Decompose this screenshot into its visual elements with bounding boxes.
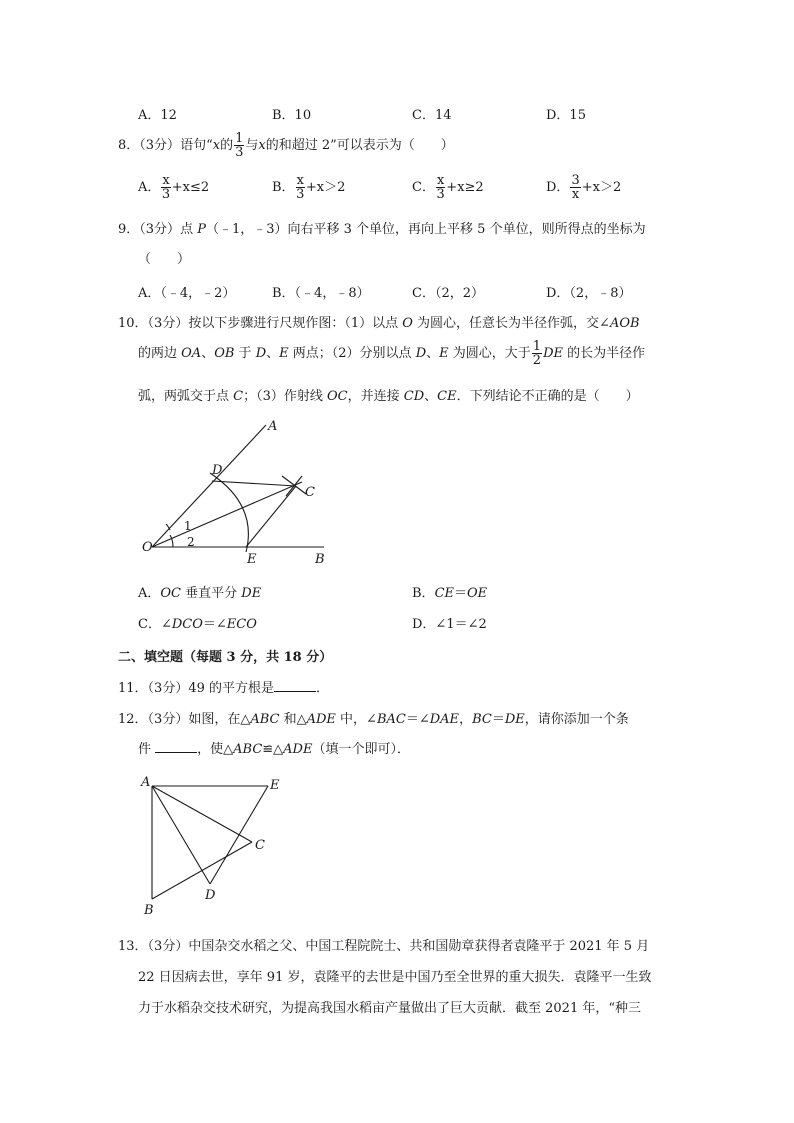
q12-var-ade2: ADE — [283, 742, 313, 757]
q8-option-b-letter: B． — [272, 180, 295, 195]
arc-de — [210, 473, 248, 552]
q10-option-c — [138, 613, 257, 632]
q13-stem-line2: 22 日因病去世，享年 91 岁，袁隆平的去世是中国乃至全世界的重大损失．袁隆平一生致 — [138, 970, 652, 985]
q13-text-1: 中国杂交水稻之父、中国工程院院士、共和国勋章获得者袁隆平于 2021 年 5 月 — [188, 939, 650, 954]
q10-text-3a: 弧，两弧交于点 — [138, 389, 234, 404]
q8-option-c-rest: +x≥2 — [446, 180, 484, 195]
segment-dc — [212, 481, 296, 486]
q13-score: （3分） — [147, 939, 189, 954]
q12-text-2d: （填一个即可）． — [312, 742, 410, 757]
q10-var-c: C — [233, 389, 244, 404]
q13-number: 13． — [118, 939, 148, 954]
q10-text-2e: 两点；（2）分别以点 — [288, 346, 416, 361]
q10-text-3c: ，并连接 — [347, 389, 404, 404]
q8-text-b: 的 — [220, 138, 234, 153]
q8-option-b-fraction — [296, 174, 305, 201]
q12-text-1g: ，请你添加一个条 — [524, 712, 629, 727]
q8-fraction — [234, 132, 244, 159]
q12-stem-line2 — [138, 738, 410, 757]
label-d: D — [205, 888, 216, 903]
q12-text-2c: ≌△ — [262, 742, 284, 757]
q12-var-abc2: ABC — [233, 742, 263, 757]
q9-stem-line2: （ ） — [138, 252, 191, 267]
q8-option-c-letter: C． — [412, 180, 435, 195]
q10-var-d: D — [255, 346, 267, 361]
q12-triangles-figure — [135, 772, 290, 918]
q8-number: 8． — [118, 138, 140, 153]
q11-text: 49 的平方根是 — [188, 681, 275, 696]
q11-score: （3分） — [147, 681, 189, 696]
q8-option-a-fraction — [161, 174, 170, 201]
q12-text-1d: ＝∠ — [405, 712, 430, 727]
q10-option-b — [412, 582, 487, 601]
q10-option-d: D．∠1＝∠2 — [412, 617, 487, 632]
q10-text-3b: ；（3）作射线 — [243, 389, 327, 404]
q11-answer-blank[interactable] — [274, 679, 316, 692]
q7-option-a: A．12 — [138, 108, 177, 123]
q10-option-b-text: ＝ — [454, 586, 468, 601]
label-e: E — [247, 552, 257, 567]
q10-text-2a: 的两边 — [138, 346, 182, 361]
q9-stem-line1 — [118, 218, 646, 237]
segment-ed — [210, 786, 268, 884]
q10-option-c-angle: ∠ — [160, 617, 172, 632]
q9-option-c: C．（2，2） — [412, 286, 484, 301]
q10-angle-bisector-figure — [130, 410, 350, 575]
q8-option-c — [412, 174, 484, 201]
q12-text-1e: ， — [459, 712, 473, 727]
q10-option-b-v1: CE — [434, 586, 454, 601]
q10-score: （3分） — [147, 316, 189, 331]
angle-arc-2 — [170, 535, 173, 547]
q12-text-1a: 如图，在△ — [188, 712, 251, 727]
q8-option-a-num: x — [162, 173, 170, 188]
q12-var-ade: ADE — [306, 712, 336, 727]
q9-text-a: 点 — [180, 222, 198, 237]
label-b: B — [144, 903, 154, 918]
q10-stem-line3 — [138, 385, 639, 404]
q9-number: 9． — [118, 222, 140, 237]
q8-option-b-num: x — [296, 173, 304, 188]
q12-var-dae: DAE — [429, 712, 460, 727]
q8-text-d: 的和超过 2”可以表示为（ ） — [265, 138, 454, 153]
q10-text-2d: 、 — [266, 346, 280, 361]
q10-text-2b: 、 — [201, 346, 215, 361]
q8-option-d-fraction — [570, 174, 580, 201]
q7-option-c: C．14 — [412, 108, 452, 123]
q10-number: 10． — [118, 316, 148, 331]
label-angle-1: 1 — [184, 519, 192, 533]
q9-score: （3分） — [139, 222, 181, 237]
q10-text-1b: 为圆心，任意长为半径作弧，交∠ — [412, 316, 610, 331]
q12-text-2b: ，使△ — [197, 742, 234, 757]
q9-var-p: P — [197, 222, 206, 237]
q8-var-x1: x — [212, 138, 221, 153]
q8-option-a — [138, 174, 209, 201]
q10-text-2f: 、 — [426, 346, 440, 361]
q9-text-b: （﹣1，﹣3）向右平移 3 个单位，再向上平移 5 个单位，则所得点的坐标为 — [205, 222, 646, 237]
label-c: C — [255, 838, 265, 853]
label-b: B — [315, 552, 325, 567]
segment-ad — [152, 786, 210, 884]
q10-half-fraction — [532, 340, 542, 367]
q10-half-num: 1 — [532, 339, 542, 354]
q8-option-b-den: 3 — [296, 187, 305, 202]
q8-var-x2: x — [258, 138, 266, 153]
label-a: A — [268, 419, 278, 434]
q12-text-1c: 中，∠ — [335, 712, 377, 727]
q10-var-oc: OC — [327, 389, 348, 404]
q10-option-a-v2: DE — [241, 586, 262, 601]
q10-text-2c: 于 — [234, 346, 256, 361]
q8-option-d — [546, 174, 621, 201]
q8-stem — [118, 132, 454, 159]
q11-number: 11． — [118, 681, 148, 696]
q10-text-2h: 的长为半径作 — [562, 346, 646, 361]
q10-option-a-text: 垂直平分 — [181, 586, 242, 601]
q11-end: ． — [316, 681, 330, 696]
q12-text-1f: ＝ — [491, 712, 505, 727]
q12-score: （3分） — [147, 712, 189, 727]
q8-text-a: 语句“ — [180, 138, 213, 153]
label-d: D — [212, 463, 223, 478]
label-e: E — [270, 778, 280, 793]
q8-option-b-rest: +x＞2 — [305, 180, 346, 195]
q12-stem-line1 — [118, 708, 629, 727]
segment-bc — [152, 842, 252, 899]
q10-text-2g: 为圆心，大于 — [448, 346, 531, 361]
q8-option-c-num: x — [436, 173, 445, 188]
q12-answer-blank[interactable] — [155, 740, 197, 753]
q12-var-bc: BC — [472, 712, 492, 727]
label-angle-2: 2 — [187, 535, 195, 549]
q10-option-c-letter: C． — [138, 617, 161, 632]
q10-option-b-letter: B． — [412, 586, 435, 601]
q8-score: （3分） — [139, 138, 181, 153]
q8-option-d-num: 3 — [571, 173, 580, 188]
q8-text-c: 与 — [245, 138, 259, 153]
q10-stem-line1 — [118, 312, 640, 331]
q10-option-a-v1: OC — [160, 586, 181, 601]
q8-fraction-num: 1 — [235, 131, 244, 146]
q10-option-c-v2: ECO — [226, 617, 257, 632]
q8-option-c-den: 3 — [436, 187, 445, 202]
q10-option-a — [138, 582, 261, 601]
segment-ac — [152, 786, 252, 842]
q10-option-c-v1: DCO — [171, 617, 203, 632]
q8-option-d-rest: +x＞2 — [581, 180, 622, 195]
q9-option-b: B．（﹣4，﹣8） — [272, 286, 370, 301]
q7-option-d: D．15 — [546, 108, 586, 123]
q10-option-c-text: ＝∠ — [202, 617, 227, 632]
q8-option-d-den: x — [571, 187, 580, 202]
q12-number: 12． — [118, 712, 148, 727]
q10-text-3e: ．下列结论不正确的是（ ） — [456, 389, 639, 404]
q10-var-d2: D — [415, 346, 427, 361]
q12-var-bac: BAC — [376, 712, 406, 727]
label-c: C — [305, 485, 315, 500]
q8-option-c-fraction — [436, 174, 445, 201]
q10-stem-line2 — [138, 340, 645, 367]
q12-text-2a: 件 — [138, 742, 156, 757]
q10-var-ob: OB — [214, 346, 235, 361]
q9-option-d: D．（2，﹣8） — [546, 286, 632, 301]
q10-var-e2: E — [439, 346, 449, 361]
ray-oc — [152, 482, 302, 547]
q12-text-1b: 和△ — [279, 712, 307, 727]
q10-var-ce: CE — [437, 389, 457, 404]
q8-option-a-letter: A． — [138, 180, 161, 195]
q10-text-1a: 按以下步骤进行尺规作图：（1）以点 — [188, 316, 403, 331]
q10-half-den: 2 — [532, 353, 542, 368]
q10-var-cd: CD — [403, 389, 425, 404]
q8-option-d-letter: D． — [546, 180, 570, 195]
q10-var-oa: OA — [181, 346, 202, 361]
q10-option-a-letter: A． — [138, 586, 161, 601]
q8-option-a-rest: +x≤2 — [171, 180, 210, 195]
q10-var-e: E — [279, 346, 289, 361]
q11-stem — [118, 677, 329, 696]
q10-option-b-v2: OE — [467, 586, 488, 601]
q10-text-3d: 、 — [424, 389, 438, 404]
q10-var-o: O — [402, 316, 413, 331]
q8-option-a-den: 3 — [161, 187, 171, 202]
q10-var-de: DE — [543, 346, 563, 361]
q13-stem-line1 — [118, 935, 649, 954]
q12-var-abc: ABC — [250, 712, 280, 727]
q13-stem-line3: 力于水稻杂交技术研究，为提高我国水稻亩产量做出了巨大贡献．截至 2021 年，“种三 — [138, 1001, 641, 1016]
q10-var-aob: AOB — [609, 316, 640, 331]
q8-option-b — [272, 174, 345, 201]
q9-option-a: A．（﹣4，﹣2） — [138, 286, 236, 301]
section-title: 二、填空题（每题 3 分，共 18 分） — [118, 650, 333, 665]
label-a: A — [141, 775, 151, 790]
q12-var-de: DE — [504, 712, 525, 727]
q8-fraction-den: 3 — [235, 145, 244, 160]
label-o: O — [142, 540, 153, 555]
q7-option-b: B．10 — [272, 108, 312, 123]
